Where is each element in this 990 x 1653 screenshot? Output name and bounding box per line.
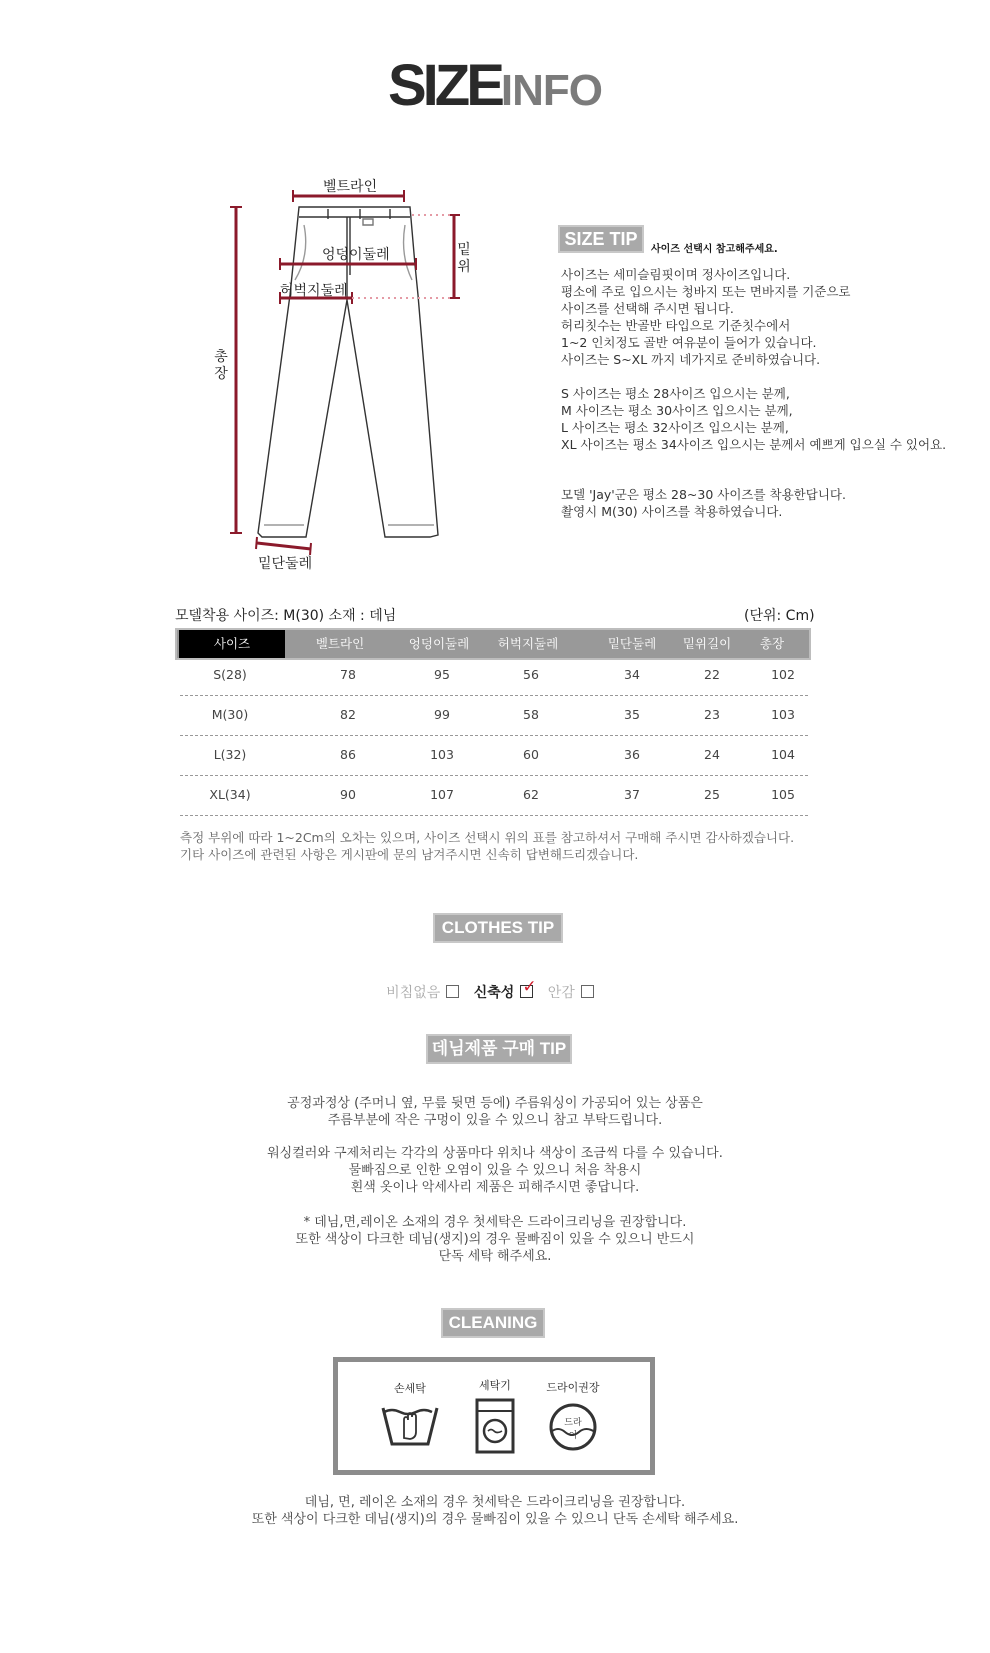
option-lining: 안감 (547, 985, 575, 1001)
model-info: 모델착용 사이즈: M(30) 소재 : 데님 (175, 608, 397, 624)
label-hem: 밑단둘레 (258, 556, 313, 572)
table-cell: 104 (771, 747, 795, 762)
dry-clean-inner-text: 드라이 (564, 1418, 582, 1441)
tip-line: XL 사이즈는 평소 34사이즈 입으시는 분께서 예쁘게 입으실 수 있어요. (561, 437, 947, 452)
label-thigh: 허벅지둘레 (280, 283, 348, 299)
option-stretch: 신축성 (473, 985, 515, 1001)
size-tip-badge: SIZE TIP (558, 225, 644, 253)
denim-tip-line: 워싱컬러와 구제처리는 각각의 상품마다 위치나 색상이 조금씩 다를 수 있습니다. (267, 1146, 723, 1161)
tip-line: 모델 'Jay'군은 평소 28~30 사이즈를 착용한답니다. (561, 487, 846, 502)
denim-tip-badge: 데님제품 구매 TIP (426, 1034, 572, 1064)
table-cell: 60 (523, 747, 539, 762)
table-cell: 99 (434, 707, 450, 722)
table-cell: 25 (704, 787, 720, 802)
table-note: 측정 부위에 따라 1~2Cm의 오차는 있으며, 사이즈 선택시 위의 표를 참고하셔서 구매해 주시면 감사하겠습니다. (180, 830, 795, 845)
label-belt: 벨트라인 (323, 179, 378, 195)
denim-tip-line: * 데님,면,레이온 소재의 경우 첫세탁은 드라이크리닝을 권장합니다. (303, 1215, 687, 1230)
table-cell: 90 (340, 787, 356, 802)
table-row (180, 735, 808, 776)
label-length: 총장 (214, 349, 228, 382)
label-rise: 밑위 (457, 242, 471, 275)
table-cell: 105 (771, 787, 795, 802)
checkbox-empty-icon (581, 985, 594, 998)
title-size: SIZE (387, 53, 501, 118)
header-cell: 허벅지둘레 (497, 636, 559, 651)
denim-tip-line: 단독 세탁 해주세요. (438, 1249, 552, 1264)
tip-line: M 사이즈는 평소 30사이즈 입으시는 분께, (561, 403, 793, 418)
hand-wash-label: 손세탁 (394, 1382, 426, 1395)
table-cell: 82 (340, 707, 356, 722)
table-cell: 102 (771, 667, 795, 682)
header-cell: 밑단둘레 (607, 636, 657, 651)
table-cell: 24 (704, 747, 720, 762)
washing-machine-icon (475, 1398, 515, 1454)
table-cell: 95 (434, 667, 450, 682)
table-cell: 62 (523, 787, 539, 802)
cleaning-note: 또한 색상이 다크한 데님(생지)의 경우 물빠짐이 있을 수 있으니 단독 손세탁 해주세요. (251, 1512, 739, 1527)
table-row (180, 655, 808, 696)
checkbox-checked-icon: ✓ (522, 977, 537, 997)
table-cell: 86 (340, 747, 356, 762)
tip-line: 허리칫수는 반골반 타입으로 기준칫수에서 (561, 318, 791, 333)
denim-tip-line: 물빠짐으로 인한 오염이 있을 수 있으니 처음 착용시 (348, 1163, 642, 1178)
table-cell: XL(34) (209, 787, 251, 802)
tip-line: 1~2 인치정도 골반 여유분이 들어가 있습니다. (561, 335, 817, 350)
tip-line: 사이즈는 세미슬림핏이며 정사이즈입니다. (561, 267, 791, 282)
denim-tip-line: 또한 색상이 다크한 데님(생지)의 경우 물빠짐이 있을 수 있으니 반드시 (295, 1232, 695, 1247)
tip-line: S 사이즈는 평소 28사이즈 입으시는 분께, (561, 386, 790, 401)
table-cell: 34 (624, 667, 640, 682)
table-note: 기타 사이즈에 관련된 사항은 게시판에 문의 남겨주시면 신속히 답변해드리겠습니다. (180, 847, 639, 862)
denim-tip-line: 주름부분에 작은 구멍이 있을 수 있으니 참고 부탁드립니다. (327, 1113, 663, 1128)
table-cell: S(28) (213, 667, 247, 682)
pants-diagram (200, 179, 490, 605)
tip-line: L 사이즈는 평소 32사이즈 입으시는 분께, (561, 420, 789, 435)
table-cell: M(30) (211, 707, 249, 722)
table-cell: 107 (430, 787, 454, 802)
size-tip-caption: 사이즈 선택시 참고해주세요. (651, 244, 778, 255)
tip-line: 촬영시 M(30) 사이즈를 착용하였습니다. (561, 504, 783, 519)
unit-label: (단위: Cm) (744, 608, 815, 624)
denim-tip-line: 공정과정상 (주머니 옆, 무릎 뒷면 등에) 주름워싱이 가공되어 있는 상품은 (287, 1096, 703, 1111)
denim-tip-line: 흰색 옷이나 악세사리 제품은 피해주시면 좋답니다. (350, 1180, 640, 1195)
table-cell: 36 (624, 747, 640, 762)
label-hip: 엉덩이둘레 (322, 247, 390, 263)
table-cell: 58 (523, 707, 539, 722)
table-cell: 103 (771, 707, 795, 722)
machine-wash-label: 세탁기 (479, 1379, 511, 1392)
table-cell: L(32) (213, 747, 247, 762)
table-cell: 78 (340, 667, 356, 682)
header-cell: 밑위길이 (682, 636, 732, 651)
header-cell: 사이즈 (179, 630, 285, 658)
cleaning-panel (333, 1357, 655, 1475)
cleaning-badge: CLEANING (441, 1308, 545, 1338)
table-cell: 56 (523, 667, 539, 682)
header-cell: 벨트라인 (315, 636, 365, 651)
table-cell: 35 (624, 707, 640, 722)
hand-wash-icon (380, 1402, 440, 1450)
tip-line: 사이즈는 S~XL 까지 네가지로 준비하였습니다. (561, 352, 821, 367)
table-cell: 37 (624, 787, 640, 802)
table-row (180, 775, 808, 816)
dry-clean-label: 드라이권장 (546, 1381, 600, 1394)
page-title (0, 52, 990, 119)
cleaning-note: 데님, 면, 레이온 소재의 경우 첫세탁은 드라이크리닝을 권장합니다. (304, 1495, 686, 1510)
table-cell: 23 (704, 707, 720, 722)
header-cell: 총장 (759, 636, 785, 651)
checkbox-empty-icon (446, 985, 459, 998)
option-see-through: 비침없음 (386, 985, 441, 1001)
header-cell: 엉덩이둘레 (408, 636, 470, 651)
table-cell: 22 (704, 667, 720, 682)
title-info: INFO (500, 66, 603, 115)
table-cell: 103 (430, 747, 454, 762)
tip-line: 평소에 주로 입으시는 청바지 또는 면바지를 기준으로 (561, 284, 851, 299)
clothes-tip-badge: CLOTHES TIP (433, 913, 563, 943)
table-row (180, 695, 808, 736)
clothes-options (0, 977, 990, 1002)
tip-line: 사이즈를 선택해 주시면 됩니다. (561, 301, 734, 316)
